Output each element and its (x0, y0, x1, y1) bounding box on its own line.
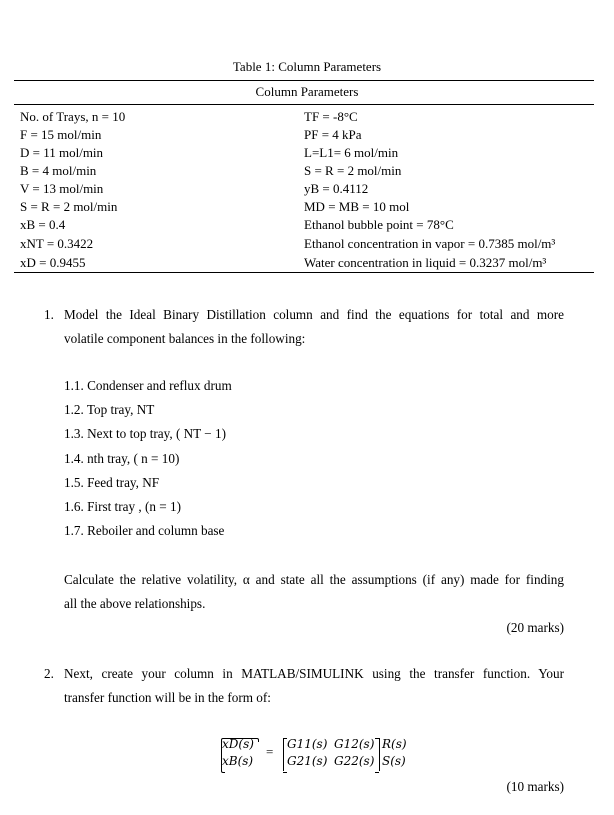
list-item: 1.5. Feed tray, NF (64, 475, 160, 490)
list-item: 1.1. Condenser and reflux drum (64, 378, 232, 393)
table-cell: xB = 0.4 (20, 217, 66, 232)
table-cell: S = R = 2 mol/min (304, 163, 402, 178)
list-item: 1.2. Top tray, NT (64, 402, 155, 417)
table-cell: Water concentration in liquid = 0.3237 mol/m³ (304, 255, 547, 270)
table-cell: S = R = 2 mol/min (20, 199, 118, 214)
question-2-text-line2: transfer function will be in the form of: (64, 690, 271, 705)
table-cell: xNT = 0.3422 (20, 236, 94, 251)
eq-g12: G12(s) (334, 737, 375, 751)
table-caption: Table 1: Column Parameters (232, 59, 382, 74)
table-top-rule (14, 80, 594, 81)
table-cell: L=L1= 6 mol/min (304, 145, 399, 160)
table-cell: Ethanol concentration in vapor = 0.7385 mol/m³ (304, 236, 556, 251)
table-cell: MD = MB = 10 mol (304, 199, 410, 214)
list-item: 1.4. nth tray, ( n = 10) (64, 451, 180, 466)
table-header-rule (14, 104, 594, 105)
table-cell: F = 15 mol/min (20, 127, 102, 142)
question-1-marks: (20 marks) (506, 620, 564, 635)
question-2-number: 2. (44, 666, 54, 681)
table-cell: V = 13 mol/min (20, 181, 104, 196)
question-2-marks: (10 marks) (506, 779, 564, 794)
list-item: 1.7. Reboiler and column base (64, 523, 225, 538)
question-2-text-line1: Next, create your column in MATLAB/SIMULINK using the transfer function. Your (64, 666, 564, 681)
eq-ss: S(s) (382, 754, 406, 768)
question-1-text-line2: volatile component balances in the following: (64, 331, 306, 346)
eq-g21: G21(s) (287, 754, 328, 768)
eq-xb: xB(s) (222, 754, 254, 768)
table-cell: Ethanol bubble point = 78°C (304, 217, 454, 232)
table-cell: xD = 0.9455 (20, 255, 86, 270)
table-cell: No. of Trays, n = 10 (20, 109, 126, 124)
question-1-calc-line1: Calculate the relative volatility, α and state all the assumptions (if any) made for finding (64, 572, 564, 587)
question-1-number: 1. (44, 307, 54, 322)
question-1-text-line1: Model the Ideal Binary Distillation column and find the equations for total and more (64, 307, 564, 322)
g-matrix-bracket-right-serif (375, 738, 379, 773)
table-cell: PF = 4 kPa (304, 127, 362, 142)
eq-equals: = (266, 744, 274, 759)
table-cell: D = 11 mol/min (20, 145, 104, 160)
table-cell: B = 4 mol/min (20, 163, 97, 178)
list-item: 1.6. First tray , (n = 1) (64, 499, 181, 514)
eq-g11: G11(s) (287, 737, 328, 751)
table-cell: TF = -8°C (304, 109, 358, 124)
table-bottom-rule (14, 272, 594, 273)
eq-xd: xD(s) (222, 737, 254, 751)
table-header: Column Parameters (255, 84, 359, 99)
eq-g22: G22(s) (334, 754, 375, 768)
eq-rs: R(s) (382, 737, 407, 751)
question-1-calc-line2: all the above relationships. (64, 596, 206, 611)
table-cell: yB = 0.4112 (304, 181, 369, 196)
list-item: 1.3. Next to top tray, ( NT − 1) (64, 426, 226, 441)
